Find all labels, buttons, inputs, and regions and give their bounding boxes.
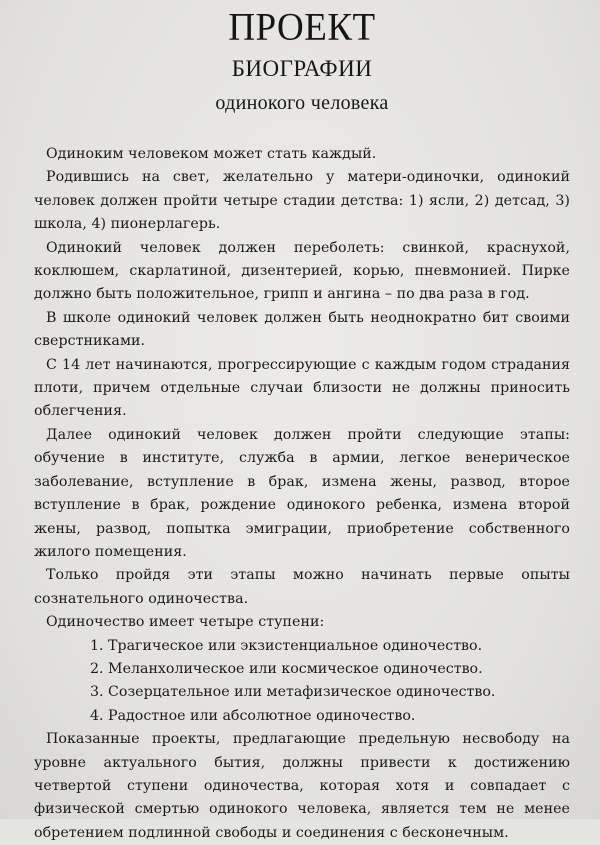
list-item: 1. Трагическое или экзистенциальное одиночество. bbox=[90, 637, 483, 654]
document-subtitle: БИОГРАФИИ bbox=[231, 56, 373, 81]
paragraph: Одиноким человеком может стать каждый. bbox=[46, 146, 377, 162]
paragraph: Одинокий человек должен переболеть: свинкой, краснухой, коклюшем, скарлатиной, дизентерией, корью, пневмонией. Пирке должно быть положительное, грипп и ангина – по два раза в год. bbox=[34, 239, 570, 303]
document-body bbox=[34, 143, 570, 845]
list-item: 3. Созерцательное или метафизическое одиночество. bbox=[90, 684, 496, 701]
document-title: ПРОЕКТ bbox=[228, 6, 376, 50]
paragraph: Родившись на свет, желательно у матери-одиночки, одинокий человек должен пройти четыре стадии детства: 1) ясли, 2) детсад, 3) школа, 4) пионерлагерь. bbox=[34, 169, 570, 233]
paragraph: Одиночество имеет четыре ступени: bbox=[46, 614, 325, 631]
list-item: 4. Радостное или абсолютное одиночество. bbox=[90, 707, 416, 724]
stages-list bbox=[34, 635, 570, 729]
paragraph: С 14 лет начинаются, прогрессирующие с каждым годом страдания плоти, причем отдельные случаи близости не должны приносить облегчения. bbox=[34, 356, 570, 420]
paragraph: Показанные проекты, предлагающие предельную несвободу на уровне актуального бытия, должны привести к достижению четвертой ступени одиночества, которая хотя и совпадает с физической смертью одинокого человека, является тем не менее обретением подлинной свободы и соединения с бесконечным. bbox=[34, 731, 570, 841]
paragraph: Далее одинокий человек должен пройти следующие этапы: обучение в институте, служба в армии, легкое венерическое заболевание, вступление в брак, измена жены, развод, второе вступление в брак, рождение одинокого ребенка, измена второй жены, развод, попытка эмиграции, приобретение собственного жилого помещения. bbox=[34, 426, 570, 560]
paragraph: В школе одинокий человек должен быть неоднократно бит своими сверстниками. bbox=[34, 309, 570, 350]
document-subtitle-secondary: одинокого человека bbox=[215, 92, 389, 114]
paragraph: Только пройдя эти этапы можно начинать первые опыты сознательного одиночества. bbox=[34, 567, 570, 607]
list-item: 2. Меланхолическое или космическое одиночество. bbox=[90, 660, 483, 677]
